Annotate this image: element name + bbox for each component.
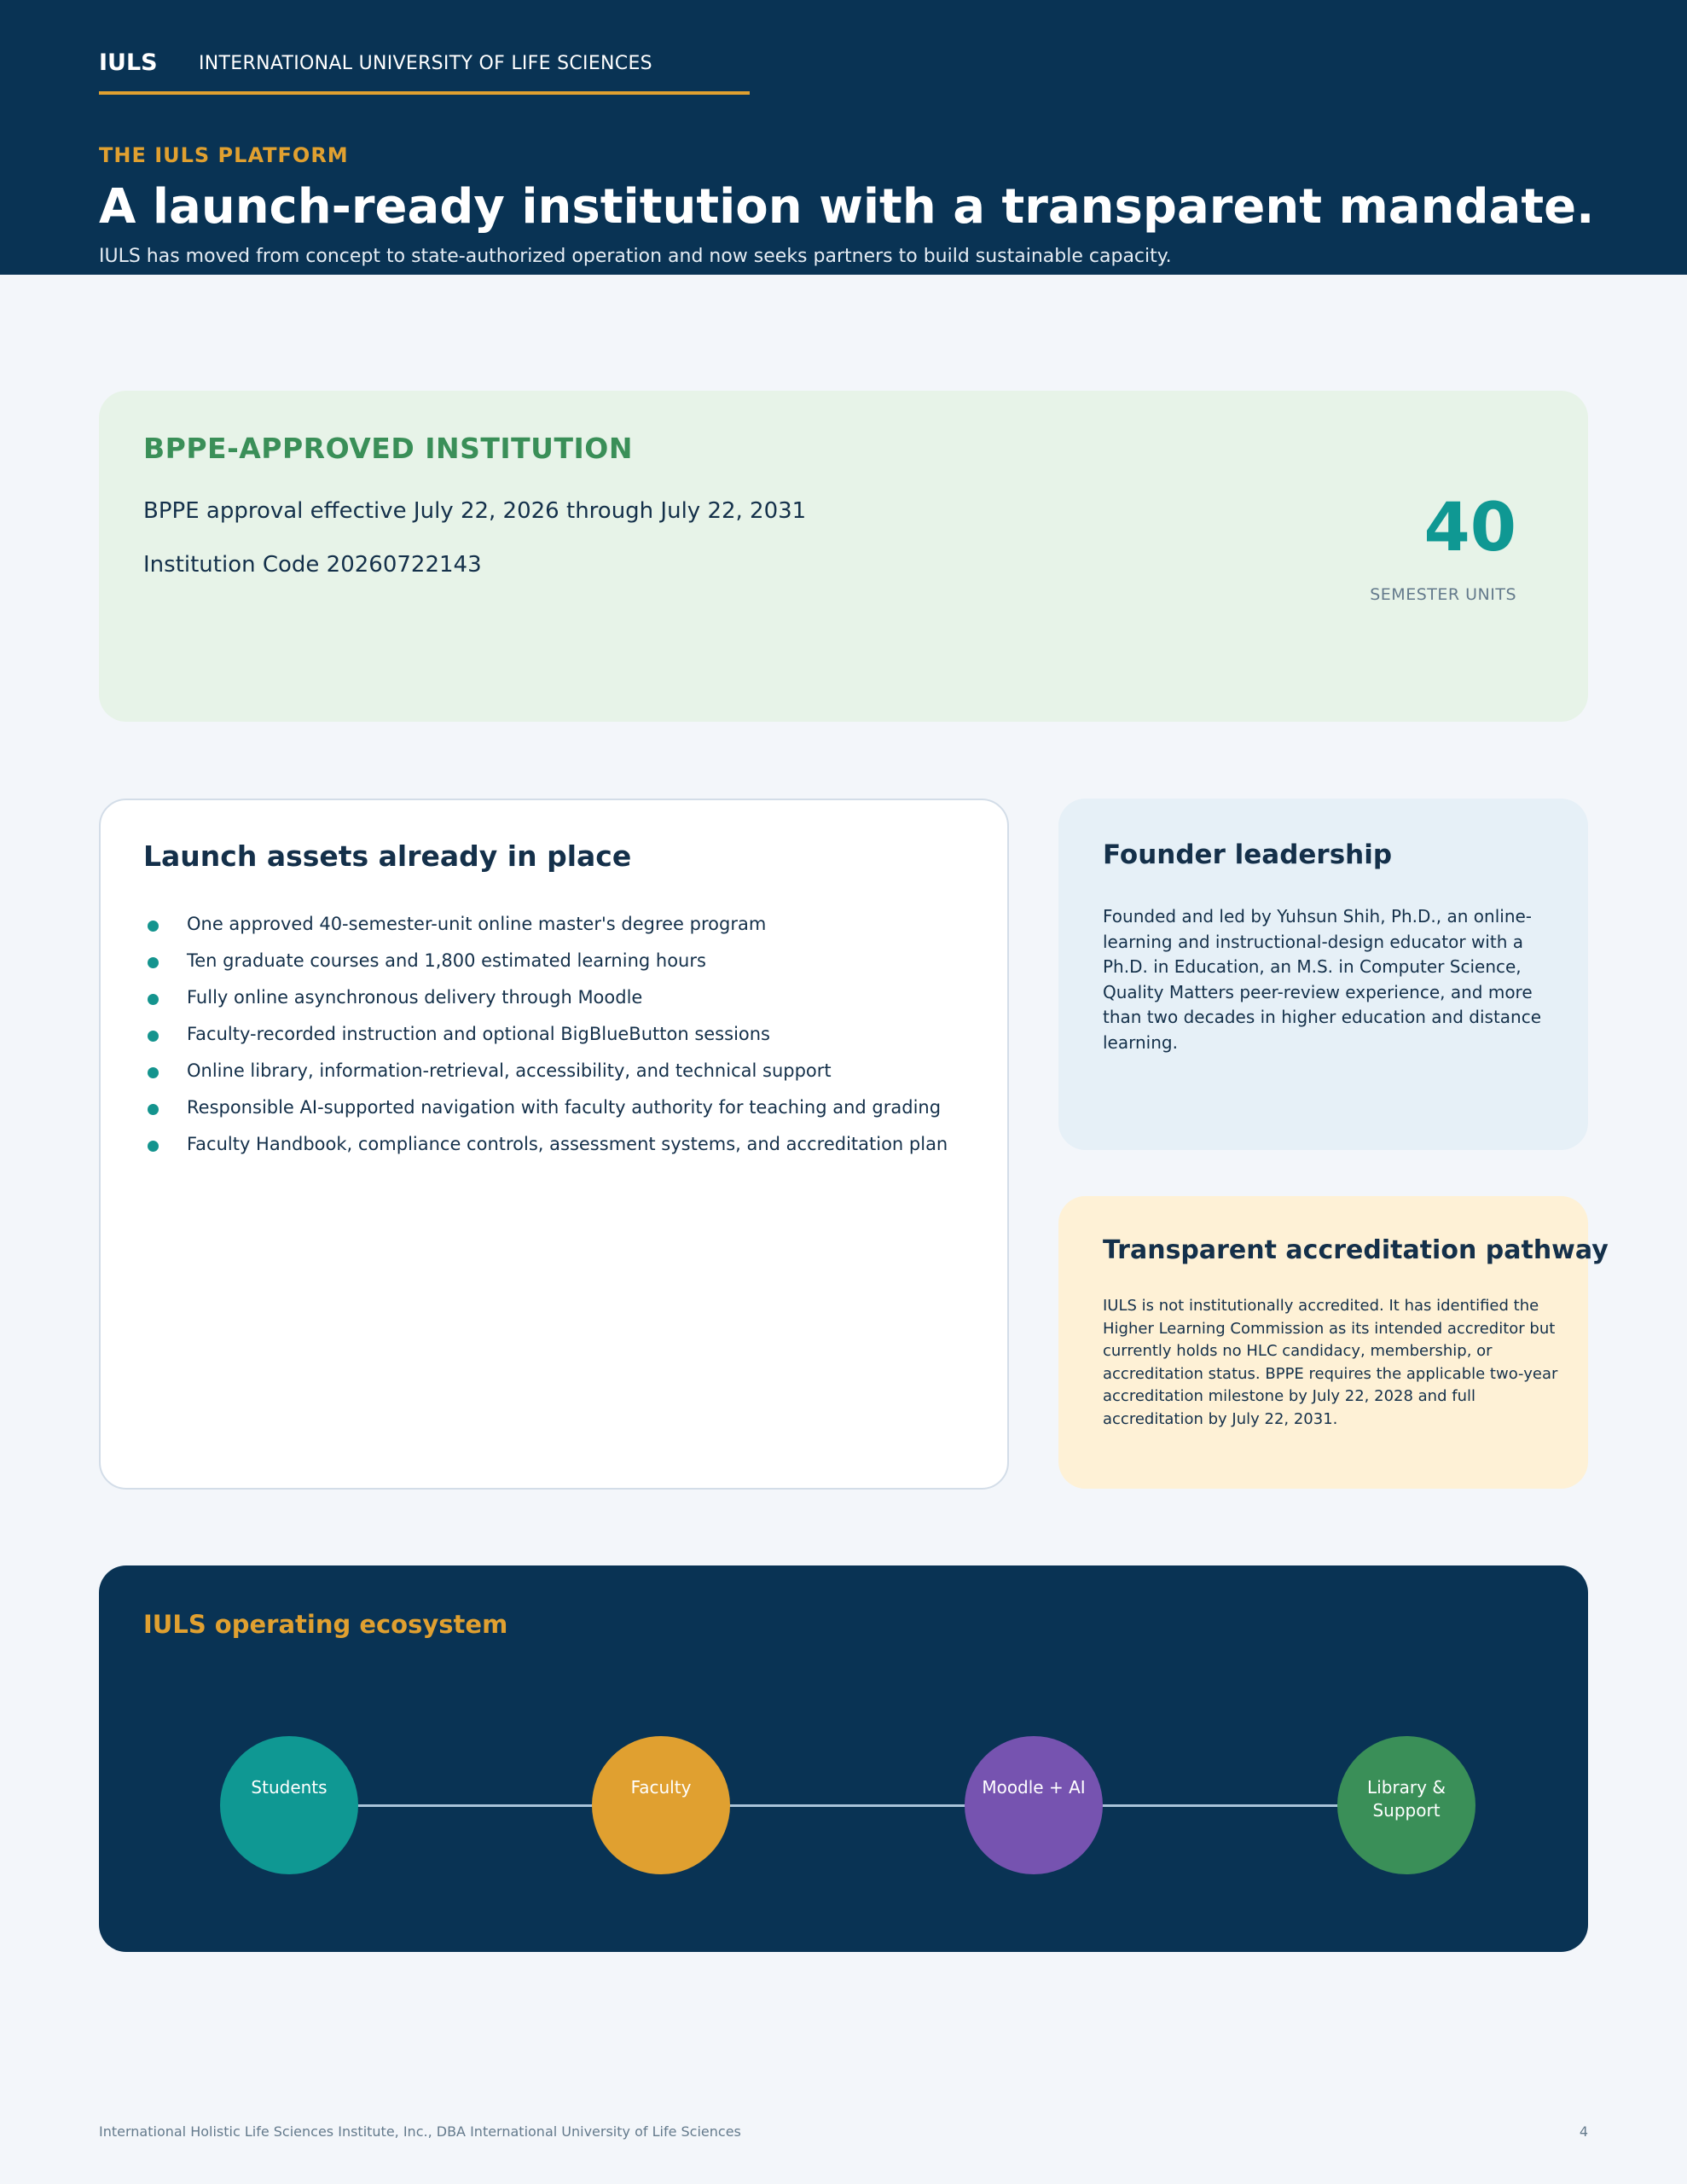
bullet-dot-icon [148,957,159,968]
list-item-text: Responsible AI-supported navigation with faculty authority for teaching and grading [187,1097,942,1118]
list-item [143,1023,962,1046]
ecosystem-title: IULS operating ecosystem [143,1610,508,1639]
list-item [143,1096,962,1119]
bullet-dot-icon [148,1104,159,1115]
founder-leadership-card [1058,799,1588,1150]
operating-ecosystem-panel [99,1565,1588,1952]
list-item [143,986,962,1009]
accreditation-card-body: IULS is not institutionally accredited. It has identified the Higher Learning Commission as its intended accreditor but currently holds no HLC candidacy, membership, or accreditation status. BPPE requires the applicable two-year accreditation milestone by July 22, 2028 and full accreditation by July 22, 2031. [1103,1297,1558,1428]
list-item-text: Faculty-recorded instruction and optional BigBlueButton sessions [187,1024,770,1044]
page-title: A launch-ready institution with a transparent mandate. [99,179,1595,235]
bppe-card-title: BPPE-APPROVED INSTITUTION [143,432,633,465]
accreditation-card-title: Transparent accreditation pathway [1103,1235,1609,1265]
semester-units-label: SEMESTER UNITS [1370,585,1516,604]
bullet-dot-icon [148,994,159,1005]
list-item-text: Ten graduate courses and 1,800 estimated learning hours [187,950,706,971]
section-eyebrow: THE IULS PLATFORM [99,143,349,167]
founder-card-title: Founder leadership [1103,839,1393,870]
brand-logo: IULS [99,49,158,76]
list-item-text: One approved 40-semester-unit online master's degree program [187,914,767,934]
list-item-text: Fully online asynchronous delivery through Moodle [187,987,643,1008]
page-subtitle: IULS has moved from concept to state-authorized operation and now seeks partners to build sustainable capacity. [99,246,1172,267]
university-name: INTERNATIONAL UNIVERSITY OF LIFE SCIENCES [199,53,652,74]
header-rule [99,91,750,95]
page-header [0,0,1687,275]
bullet-dot-icon [148,1067,159,1078]
accreditation-pathway-card [1058,1196,1609,1489]
bullet-dot-icon [148,921,159,932]
ecosystem-node-label: Library & Support [1367,1777,1446,1821]
ecosystem-node-label: Moodle + AI [982,1777,1086,1798]
bppe-approval-dates: BPPE approval effective July 22, 2026 through July 22, 2031 [143,498,807,524]
list-item [143,950,962,973]
launch-assets-title: Launch assets already in place [143,839,632,873]
launch-assets-list [143,913,962,1170]
ecosystem-node-library-support [1337,1736,1475,1874]
list-item-text: Online library, information-retrieval, accessibility, and technical support [187,1060,832,1081]
ecosystem-node-label: Students [251,1777,328,1798]
ecosystem-node-students [220,1736,358,1874]
list-item [143,913,962,936]
semester-units-value: 40 [1423,490,1516,566]
ecosystem-node-faculty [592,1736,730,1874]
ecosystem-node-moodle-ai [965,1736,1103,1874]
footer-legal-name: International Holistic Life Sciences Institute, Inc., DBA International University of Life Sciences [99,2123,741,2140]
page-number: 4 [1579,2123,1588,2140]
list-item [143,1060,962,1083]
list-item [143,1133,962,1156]
bullet-dot-icon [148,1141,159,1152]
ecosystem-node-label: Faculty [630,1777,692,1798]
founder-card-body: Founded and led by Yuhsun Shih, Ph.D., an online-learning and instructional-design educator with a Ph.D. in Education, an M.S. in Computer Science, Quality Matters peer-review experience, and more than two decades in higher education and distance learning. [1103,906,1542,1053]
list-item-text: Faculty Handbook, compliance controls, assessment systems, and accreditation plan [187,1134,948,1154]
institution-code: Institution Code 20260722143 [143,552,482,578]
bullet-dot-icon [148,1031,159,1042]
launch-assets-card [99,799,1009,1490]
bppe-approval-card [99,391,1588,722]
ecosystem-connector-line [288,1804,1404,1807]
